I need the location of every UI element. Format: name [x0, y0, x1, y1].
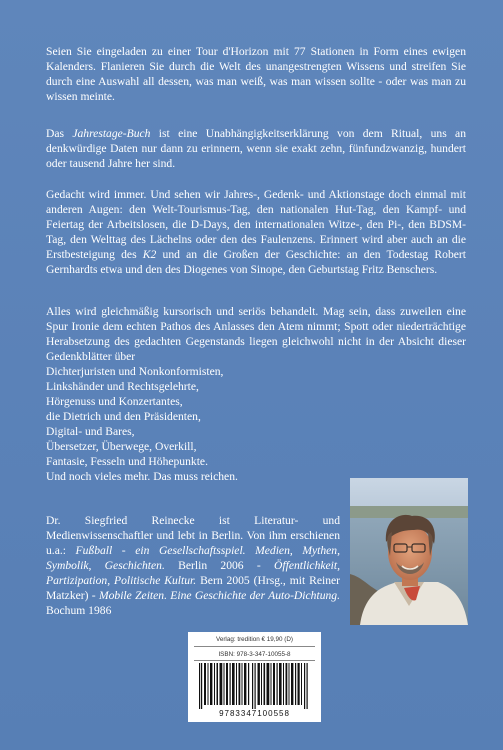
topic-list [46, 364, 466, 484]
jahrestage-text-before: Das [46, 127, 73, 140]
barcode-icon [197, 663, 312, 709]
bio-title: Fußball - ein Gesellschaftsspiel. Medien, Mythen, Symbolik, Geschichten. [46, 544, 340, 572]
k2-term: K2 [142, 248, 157, 261]
list-item: Dichterjuristen und Nonkonformisten, [46, 365, 224, 378]
bio-text: Bochum 1986 [46, 604, 112, 617]
list-item: Übersetzer, Überwege, Overkill, [46, 440, 197, 453]
bio-text: Berlin 2006 - [164, 559, 274, 572]
bio-text: Dr. Siegfried Reinecke ist Literatur- und Medienwissenschaftler und lebt in Berlin. Von ihm erschienen u.a.: [46, 514, 340, 557]
list-item: die Dietrich und den Präsidenten, [46, 410, 201, 423]
label-divider [194, 646, 315, 647]
gedacht-text-before: Gedacht wird immer. Und sehen wir Jahres-, Gedenk- und Aktionstage doch einmal mit anderen Augen: den Welt-Tourismus-Tag, den nationalen Hut-Tag, den Kampf- und Feiertag der Arbeitslosen, die D-Days, den internationalen Witze-, den Pi-, den BDSM-Tag, den Welttag des Lächelns oder den des Faulenzens. Erinnert wird aber auch an die Erstbesteigung des [46, 188, 466, 261]
bio-text: Bern 2005 (Hrsg., mit Reiner Matzker) - [46, 574, 340, 602]
author-photo-image [350, 478, 468, 625]
gedacht-paragraph [46, 187, 466, 277]
gedacht-text-after: und an die Großen der Geschichte: an den Todestag Robert Gernhardts etwa und den des Diogenes von Sinope, den Geburtstag Fritz Benschers. [46, 248, 466, 276]
list-item: Digital- und Bares, [46, 425, 135, 438]
book-title: Jahrestage-Buch [72, 127, 151, 140]
list-item: Und noch vieles mehr. Das muss reichen. [46, 470, 238, 483]
publisher-price: Verlag: tredition € 19,90 (D) [215, 636, 293, 643]
jahrestage-text-after: ist eine Unabhängigkeitserklärung von dem Ritual, uns an denkwürdige Daten nur dann zu erinnern, wenn sie exakt zehn, fünfundzwanzig, hundert oder tausend Jahre her sind. [46, 127, 466, 170]
alles-paragraph: Alles wird gleichmäßig kursorisch und seriös behandelt. Mag sein, dass zuweilen eine Spur Ironie dem echten Pathos des Anlasses den Atem nimmt; Spott oder niederträchtige Herabsetzung des gedachten Gegenstands liegen gleichwohl nicht in der Absicht dieser Gedenkblätter über [46, 305, 466, 363]
barcode-label [188, 632, 321, 722]
intro-paragraph: Seien Sie eingeladen zu einer Tour d'Horizon mit 77 Stationen in Form eines ewigen Kalenders. Flanieren Sie durch die Welt des unangestrengten Wissens und streifen Sie durch eine Auswahl all dessen, was man weiß, was man wissen sollte - oder was man zu wissen meinte. [46, 45, 466, 103]
bio-title: Öffentlichkeit, Partizipation, Politische Kultur. [46, 559, 340, 587]
list-item: Hörgenuss und Konzertantes, [46, 395, 183, 408]
bio-title: Mobile Zeiten. Eine Geschichte der Auto-Dichtung. [98, 589, 340, 602]
label-divider [194, 660, 315, 661]
author-photo [350, 478, 468, 625]
list-item: Linkshänder und Rechtsgelehrte, [46, 380, 199, 393]
author-bio [46, 513, 340, 618]
barcode-number: 9783347100558 [219, 709, 290, 718]
list-item: Fantasie, Fesseln und Höhepunkte. [46, 455, 208, 468]
isbn-text: ISBN: 978-3-347-10055-8 [218, 651, 291, 658]
jahrestage-paragraph [46, 126, 466, 171]
